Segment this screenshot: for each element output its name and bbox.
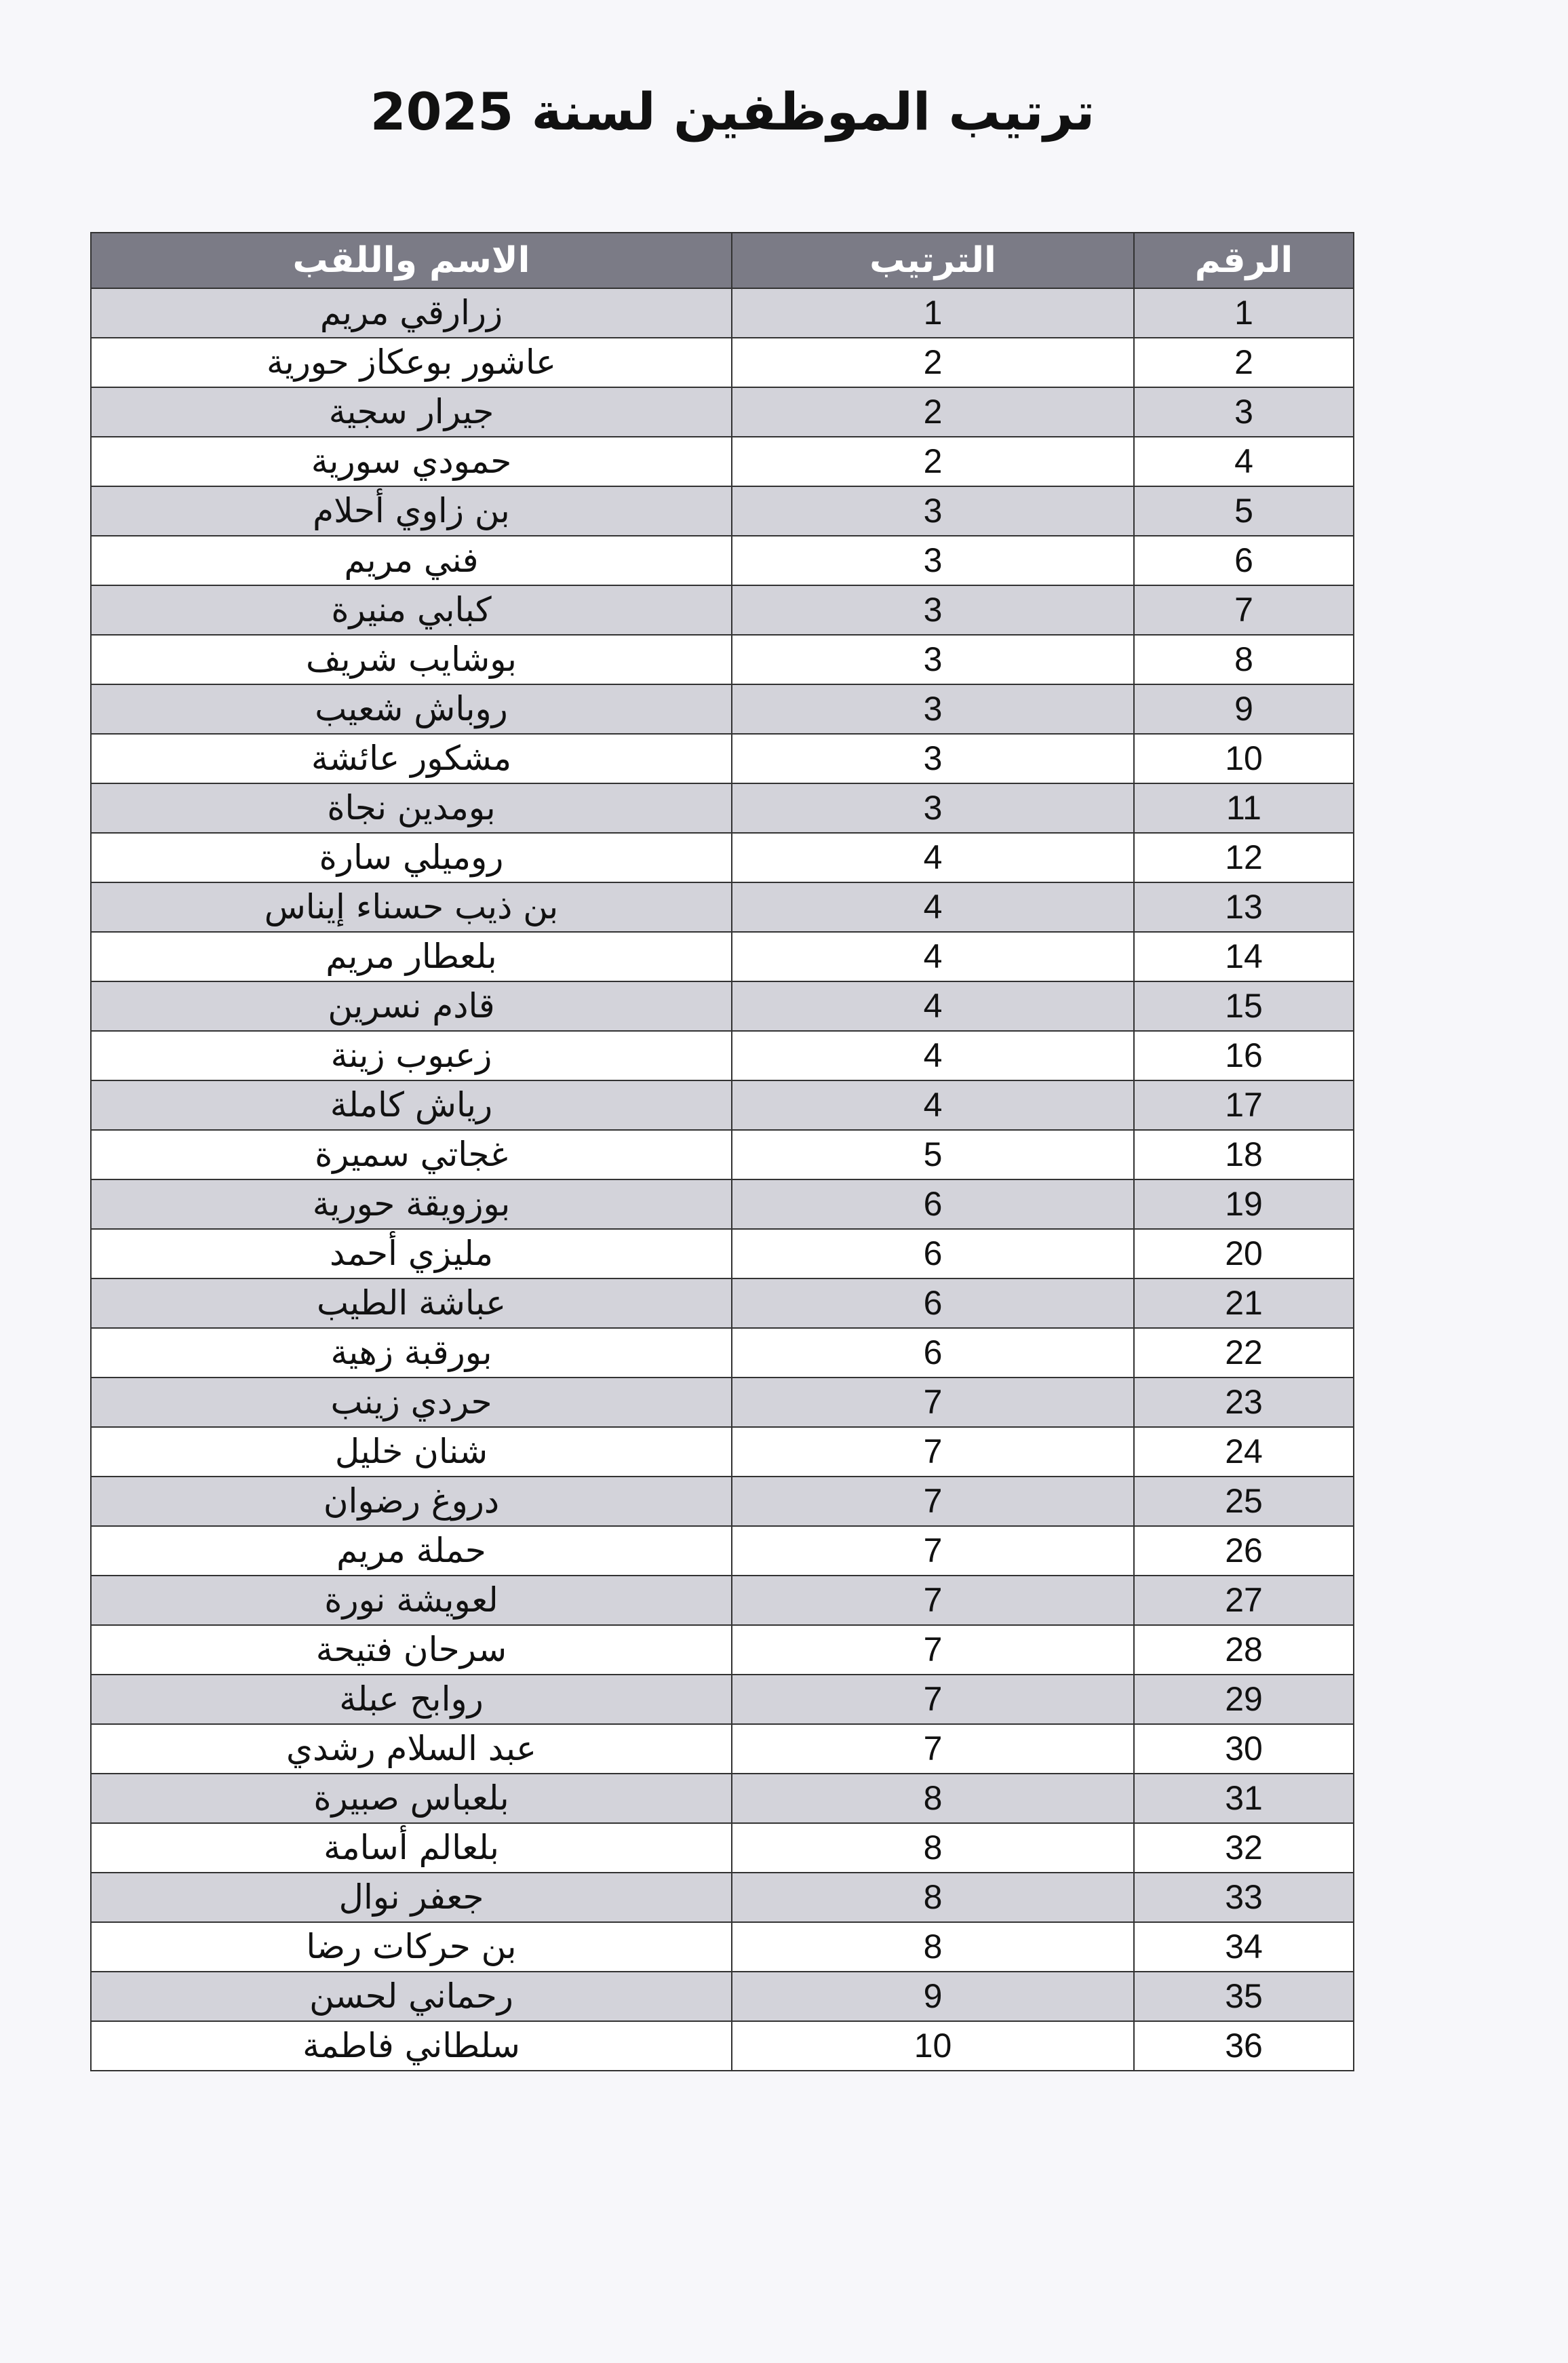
row-number: 1 [1134, 288, 1354, 338]
row-employee-name: روابح عبلة [91, 1675, 732, 1724]
row-employee-name: سرحان فتيحة [91, 1625, 732, 1675]
table-row [91, 536, 1354, 585]
table-header-row [91, 233, 1354, 288]
table-row [91, 1625, 1354, 1675]
row-number: 8 [1134, 635, 1354, 684]
row-rank: 3 [732, 734, 1134, 783]
row-employee-name: بورقبة زهية [91, 1328, 732, 1378]
table-row [91, 1229, 1354, 1278]
row-number: 23 [1134, 1378, 1354, 1427]
table-row [91, 1031, 1354, 1080]
row-rank: 8 [732, 1774, 1134, 1823]
row-rank: 6 [732, 1328, 1134, 1378]
row-employee-name: بن حركات رضا [91, 1922, 732, 1972]
row-rank: 3 [732, 486, 1134, 536]
row-number: 10 [1134, 734, 1354, 783]
row-number: 20 [1134, 1229, 1354, 1278]
row-rank: 4 [732, 833, 1134, 882]
table-body [91, 288, 1354, 2071]
row-employee-name: عاشور بوعكاز حورية [91, 338, 732, 387]
row-rank: 4 [732, 932, 1134, 981]
row-number: 30 [1134, 1724, 1354, 1774]
row-number: 9 [1134, 684, 1354, 734]
table-row [91, 1972, 1354, 2021]
row-rank: 6 [732, 1278, 1134, 1328]
row-number: 3 [1134, 387, 1354, 437]
row-number: 15 [1134, 981, 1354, 1031]
employee-ranking-table [90, 232, 1354, 2071]
row-rank: 7 [732, 1576, 1134, 1625]
row-rank: 3 [732, 783, 1134, 833]
row-employee-name: حردي زينب [91, 1378, 732, 1427]
row-employee-name: روباش شعيب [91, 684, 732, 734]
header-rank: الترتيب [732, 233, 1134, 288]
row-rank: 7 [732, 1378, 1134, 1427]
row-rank: 7 [732, 1526, 1134, 1576]
row-employee-name: شنان خليل [91, 1427, 732, 1477]
row-number: 7 [1134, 585, 1354, 635]
table-row [91, 387, 1354, 437]
row-rank: 3 [732, 536, 1134, 585]
page-title: ترتيب الموظفين لسنة 2025 [370, 81, 1095, 142]
row-number: 32 [1134, 1823, 1354, 1873]
table-row [91, 1427, 1354, 1477]
row-rank: 8 [732, 1823, 1134, 1873]
table-row [91, 1526, 1354, 1576]
table-row [91, 288, 1354, 338]
row-employee-name: دروغ رضوان [91, 1477, 732, 1526]
row-number: 4 [1134, 437, 1354, 486]
table-row [91, 1179, 1354, 1229]
row-number: 5 [1134, 486, 1354, 536]
table-row [91, 783, 1354, 833]
row-employee-name: مليزي أحمد [91, 1229, 732, 1278]
row-rank: 3 [732, 684, 1134, 734]
row-number: 13 [1134, 882, 1354, 932]
row-number: 35 [1134, 1972, 1354, 2021]
row-employee-name: رياش كاملة [91, 1080, 732, 1130]
row-employee-name: لعويشة نورة [91, 1576, 732, 1625]
header-name: الاسم واللقب [91, 233, 732, 288]
row-rank: 4 [732, 882, 1134, 932]
row-number: 18 [1134, 1130, 1354, 1179]
row-number: 25 [1134, 1477, 1354, 1526]
row-employee-name: بوشايب شريف [91, 635, 732, 684]
row-rank: 9 [732, 1972, 1134, 2021]
row-employee-name: بومدين نجاة [91, 783, 732, 833]
table-row [91, 1823, 1354, 1873]
row-number: 28 [1134, 1625, 1354, 1675]
table-row [91, 882, 1354, 932]
table-row [91, 684, 1354, 734]
row-number: 33 [1134, 1873, 1354, 1922]
row-rank: 3 [732, 635, 1134, 684]
row-rank: 2 [732, 338, 1134, 387]
row-number: 17 [1134, 1080, 1354, 1130]
row-employee-name: عبد السلام رشدي [91, 1724, 732, 1774]
row-rank: 4 [732, 1080, 1134, 1130]
row-number: 21 [1134, 1278, 1354, 1328]
row-rank: 7 [732, 1427, 1134, 1477]
header-number: الرقم [1134, 233, 1354, 288]
table-row [91, 635, 1354, 684]
row-employee-name: جعفر نوال [91, 1873, 732, 1922]
row-employee-name: قادم نسرين [91, 981, 732, 1031]
table-row [91, 1278, 1354, 1328]
row-rank: 4 [732, 1031, 1134, 1080]
row-employee-name: بلعالم أسامة [91, 1823, 732, 1873]
table-row [91, 932, 1354, 981]
table-row [91, 1724, 1354, 1774]
table-row [91, 1922, 1354, 1972]
row-number: 26 [1134, 1526, 1354, 1576]
row-rank: 7 [732, 1724, 1134, 1774]
row-employee-name: سلطاني فاطمة [91, 2021, 732, 2071]
table-row [91, 1675, 1354, 1724]
row-number: 12 [1134, 833, 1354, 882]
row-number: 29 [1134, 1675, 1354, 1724]
table-row [91, 1774, 1354, 1823]
row-rank: 1 [732, 288, 1134, 338]
row-employee-name: غجاتي سميرة [91, 1130, 732, 1179]
row-employee-name: فني مريم [91, 536, 732, 585]
row-employee-name: جيرار سجية [91, 387, 732, 437]
row-employee-name: حمودي سورية [91, 437, 732, 486]
row-rank: 2 [732, 437, 1134, 486]
row-number: 31 [1134, 1774, 1354, 1823]
row-number: 22 [1134, 1328, 1354, 1378]
row-employee-name: بوزويقة حورية [91, 1179, 732, 1229]
row-number: 11 [1134, 783, 1354, 833]
row-number: 6 [1134, 536, 1354, 585]
row-employee-name: زعبوب زينة [91, 1031, 732, 1080]
table-row [91, 1873, 1354, 1922]
row-rank: 7 [732, 1625, 1134, 1675]
row-employee-name: حملة مريم [91, 1526, 732, 1576]
row-employee-name: بن ذيب حسناء إيناس [91, 882, 732, 932]
table-row [91, 1328, 1354, 1378]
table-row [91, 437, 1354, 486]
table-row [91, 338, 1354, 387]
table-row [91, 585, 1354, 635]
row-number: 16 [1134, 1031, 1354, 1080]
row-rank: 7 [732, 1477, 1134, 1526]
row-rank: 5 [732, 1130, 1134, 1179]
row-rank: 10 [732, 2021, 1134, 2071]
row-rank: 3 [732, 585, 1134, 635]
table-row [91, 2021, 1354, 2071]
table-row [91, 1378, 1354, 1427]
table-row [91, 1130, 1354, 1179]
row-employee-name: بن زاوي أحلام [91, 486, 732, 536]
row-number: 14 [1134, 932, 1354, 981]
row-employee-name: بلعطار مريم [91, 932, 732, 981]
table-row [91, 734, 1354, 783]
row-rank: 8 [732, 1922, 1134, 1972]
row-employee-name: روميلي سارة [91, 833, 732, 882]
row-number: 24 [1134, 1427, 1354, 1477]
row-number: 27 [1134, 1576, 1354, 1625]
row-rank: 4 [732, 981, 1134, 1031]
row-number: 34 [1134, 1922, 1354, 1972]
row-rank: 8 [732, 1873, 1134, 1922]
row-number: 36 [1134, 2021, 1354, 2071]
row-rank: 7 [732, 1675, 1134, 1724]
table-row [91, 1477, 1354, 1526]
row-employee-name: رحماني لحسن [91, 1972, 732, 2021]
row-number: 19 [1134, 1179, 1354, 1229]
row-rank: 2 [732, 387, 1134, 437]
table-row [91, 981, 1354, 1031]
row-employee-name: كبابي منيرة [91, 585, 732, 635]
row-rank: 6 [732, 1179, 1134, 1229]
table-row [91, 1576, 1354, 1625]
row-employee-name: بلعباس صبيرة [91, 1774, 732, 1823]
table-row [91, 1080, 1354, 1130]
row-employee-name: عباشة الطيب [91, 1278, 732, 1328]
table-row [91, 833, 1354, 882]
row-number: 2 [1134, 338, 1354, 387]
row-employee-name: مشكور عائشة [91, 734, 732, 783]
row-rank: 6 [732, 1229, 1134, 1278]
table-row [91, 486, 1354, 536]
row-employee-name: زرارقي مريم [91, 288, 732, 338]
